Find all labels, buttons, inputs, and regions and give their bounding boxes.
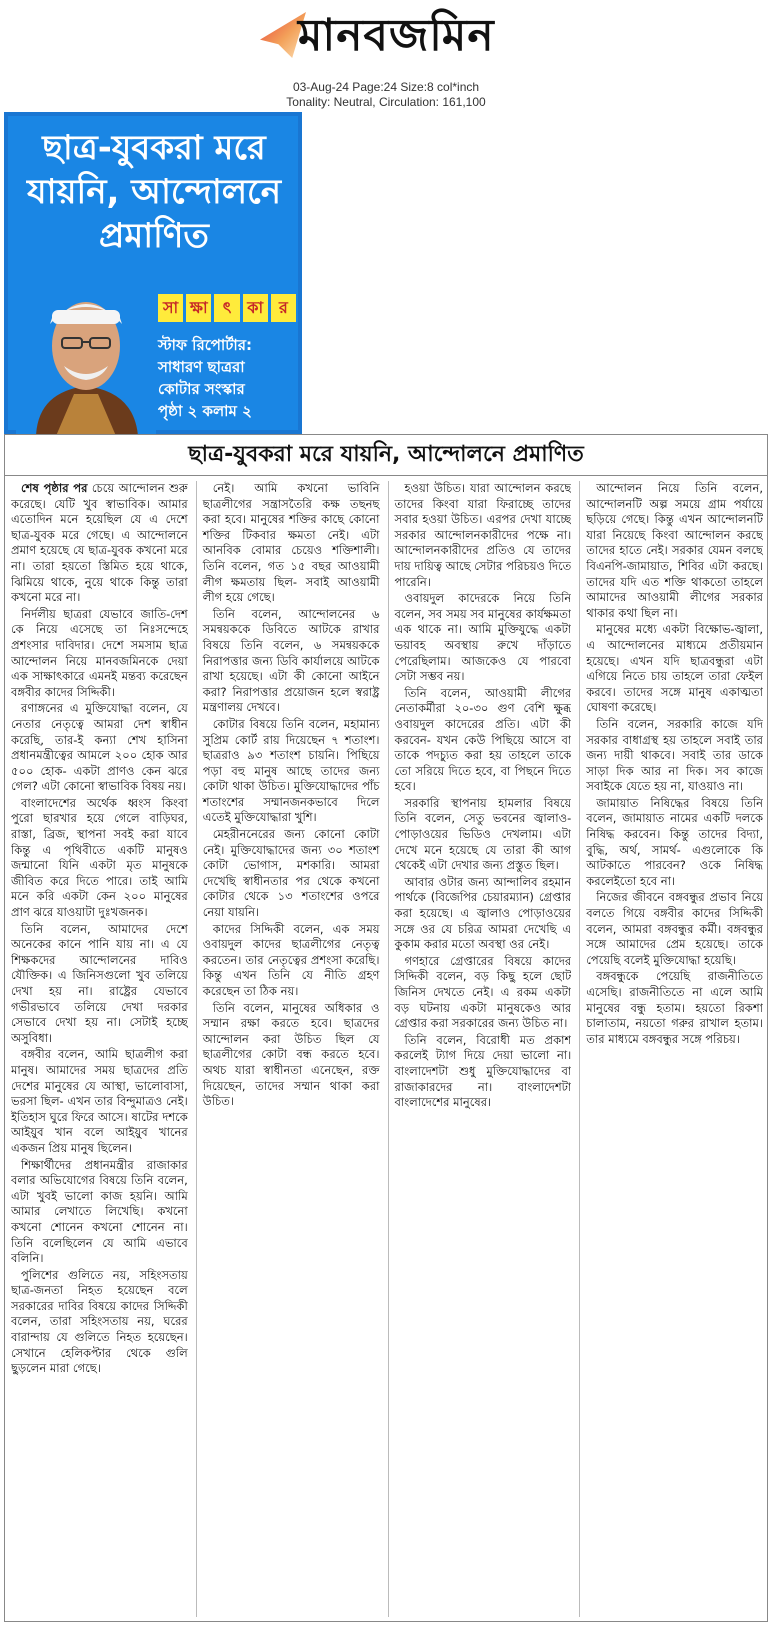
logo-text: মানবজমিন: [298, 10, 495, 61]
teaser-page-ref: পৃষ্ঠা ২ কলাম ২: [158, 402, 252, 420]
newspaper-logo: [260, 8, 510, 70]
article-columns: [11, 481, 763, 1617]
article-paragraph: বঙ্গবীর বলেন, আমি ছাত্রলীগ করা মানুষ। আমাদের সময় ছাত্রদের প্রতি দেশের মানুষের যে আস্থা, ভালোবাসা, ভরসা ছিল- এখন তার বিন্দুমাত্রও নেই। ইতিহাস ঘুরে ফিরে আসে। ষাটের দশকে আইয়ুব খান বলে আইয়ুব খানের একজন প্রিয় মানুষ ছিলেন।: [11, 1047, 188, 1155]
article-paragraph: বঙ্গবন্ধুকে পেয়েছি রাজনীতিতে এসেছি। রাজনীতিতে না এলে আমি মানুষের বন্ধু হতাম। হয়তো রিকশা চালাতাম, নয়তো গরুর রাখাল হতাম। তার মাধ্যমে বঙ্গবন্ধুর সঙ্গে পরিচয়।: [586, 969, 763, 1046]
interview-tag-letter: ক্ষা: [186, 294, 211, 322]
article-paragraph: মেহরীননেরের জন্য কোনো কোটা নেই। মুক্তিযোদ্ধাদের জন্য ৩০ শতাংশ কোটা ভোগাস, মশকারি। আমরা দেখেছি স্বাধীনতার পর থেকে কখনো কোটার থেকে ১৩ শতাংশের ওপরে নেয়া যায়নি।: [202, 827, 380, 920]
masthead: [0, 0, 772, 120]
article-paragraph: গণহারে গ্রেপ্তারের বিষয়ে কাদের সিদ্দিকী বলেন, বড় কিছু হলে ছোট জিনিস দেখতে নেই। এ রকম একটা বড় ঘটনায় একটা মানুষকেও আর গ্রেপ্তার করা সরকারের জন্য উচিত না।: [394, 953, 572, 1031]
article-paragraph: কাদের সিদ্দিকী বলেন, এক সময় ওবায়দুল কাদের ছাত্রলীগের নেতৃত্ব করতেন। তার নেতৃত্বের প্রশংসা করেছি। কিন্তু এখন তিনি যে নীতি গ্রহণ করেছেন তা ঠিক নয়।: [202, 921, 380, 998]
article-column-1: [11, 481, 188, 1617]
article-paragraph: সরকারি স্থাপনায় হামলার বিষয়ে তিনি বলেন, সেতু ভবনের জ্বালাও-পোড়াওয়ের ভিডিও দেখলাম। এটা দেখে মনে হয়েছে যে তারা কী আগ থেকেই এটা দেখার জন্য প্রস্তুত ছিল।: [394, 795, 572, 873]
article-paragraph: শেষ পৃষ্ঠার পর চেয়ে আন্দোলন শুরু করেছে। যেটি খুব স্বাভাবিক। আমার এতোদিন মনে হয়েছিল যে এ দেশে ছাত্র-যুবক মরে গেছে। এ আন্দোলনে প্রমাণ হয়েছে যে ছাত্র-যুবক কখনো মরে না। তারা হয়তো স্তিমিত হয়ে থাকে, ঝিমিয়ে থাকে, নুয়ে থাকে কিন্তু তারা কখনো মরে না।: [11, 481, 188, 605]
interview-tag: [158, 294, 296, 322]
article: [4, 434, 768, 1622]
article-paragraph: মানুষের মধ্যে একটা বিক্ষোভ-জ্বালা, এ আন্দোলনের মাধ্যমে প্রতীয়মান হয়েছে। এখন যদি ছাত্রবন্ধুরা এটা এগিয়ে নিতে চায় তাহলে তারা ফেইল করবে। তাদের সঙ্গে মানুষ একাত্মতা ঘোষণা করেছে।: [586, 622, 763, 715]
clipping-meta-size: 03-Aug-24 Page:24 Size:8 col*inch: [292, 80, 480, 94]
article-column-2: [196, 481, 380, 1617]
article-paragraph: শিক্ষার্থীদের প্রধানমন্ত্রীর রাজাকার বলার অভিযোগের বিষয়ে তিনি বলেন, এটা খুবই ভালো কাজ হয়নি। আমি আমার লেখাতে লিখেছি। কখনো কখনো শোনেন কখনো শোনেন না। তিনি বলেছিলেন যে আমি এভাবে বলিনি।: [11, 1157, 188, 1266]
teaser-panel: [8, 116, 298, 430]
teaser-caption: [158, 334, 298, 422]
article-paragraph: জামায়াত নিষিদ্ধের বিষয়ে তিনি বলেন, জামায়াত নামের একটি দলকে নিষিদ্ধ করবেন। কিন্তু তাদের বিদ্যা, বুদ্ধি, অর্থ, সামর্থ- এগুলোকে কি আটকাতে পারবেন? ওকে নিষিদ্ধ করলেইতো হবে না।: [586, 795, 763, 888]
article-paragraph: নির্দলীয় ছাত্ররা যেভাবে জাতি-দেশ কে নিয়ে এসেছে তা নিঃসন্দেহে প্রশংসার দাবিদার। দেশে সমসাম ছাত্র আন্দোলন নিয়ে মানবজমিনকে দেয়া এক সাক্ষাৎকারে এমনই মন্তব্য করেছেন বঙ্গবীর কাদের সিদ্দিকী।: [11, 606, 188, 699]
article-column-4: [579, 481, 763, 1617]
article-paragraph: আবার ওটার জন্য আন্দালিব রহমান পার্থকে (বিজেপির চেয়ারম্যান) গ্রেপ্তার করা হয়েছে। এ জ্বালাও পোড়াওয়ের সঙ্গে ওর যে চরিত্র আমরা দেখেছি এ কুকাম করার মতো অবস্থা ওর নেই।: [394, 874, 572, 952]
article-paragraph: হওয়া উচিত। যারা আন্দোলন করছে তাদের কিংবা যারা ফিরাচ্ছে তাদের সবার হওয়া উচিত। এরপর দেখা যাচ্ছে সরকার আন্দোলনকারীদের পক্ষে না। আন্দোলনকারীদের প্রতিও যে তাদের দায় দায়িত্ব আছে সেটার পরিচয়ও দিতে পারেনি।: [394, 481, 572, 589]
teaser-headline: ছাত্র-যুবকরা মরে যায়নি, আন্দোলনে প্রমাণিত: [27, 128, 281, 256]
article-paragraph: তিনি বলেন, বিরোধী মত প্রকাশ করলেই ট্যাগ দিয়ে দেয়া ভালো না। বাংলাদেশটা শুধু মুক্তিযোদ্ধাদের বা রাজাকারদের না। বাংলাদেশটা বাংলাদেশের মানুষের।: [394, 1032, 572, 1110]
article-paragraph: তিনি বলেন, আমাদের দেশে অনেকের কানে পানি যায় না। এ যে শিক্ষকদের আন্দোলনের দাবিও যৌক্তিক। এ জিনিসগুলো খুব তলিয়ে দেখা হয় না। রাষ্ট্রের যেভাবে গভীরভাবে তলিয়ে দেখা দরকার সেভাবে দেখা হয় না। সেটাই হচ্ছে অসুবিধা।: [11, 921, 188, 1045]
article-paragraph: আন্দোলন নিয়ে তিনি বলেন, আন্দোলনটি অল্প সময়ে গ্রাম পর্যায়ে ছড়িয়ে গেছে। কিন্তু এখন আন্দোলনটি যারা নিয়েছে কিংবা আন্দোলন করছে তাদের হাতে নেই। সরকার যেমন বলছে বিএনপি-জামায়াত, শিবির এটা করছে। তাদের যদি এত শক্তি থাকতো তাহলে আমাদের আওয়ামী লীগের সরকার থাকার কথা ছিল না।: [586, 481, 763, 620]
interview-tag-letter: কা: [243, 294, 268, 322]
jump-label: শেষ পৃষ্ঠার পর: [21, 481, 88, 495]
teaser-subtitle-2: কোটার সংস্কার: [158, 380, 245, 398]
interview-tag-letter: সা: [158, 294, 183, 322]
article-paragraph: কোটার বিষয়ে তিনি বলেন, মহামান্য সুপ্রিম কোর্ট রায় দিয়েছেন ৭ শতাংশ। ছাত্ররাও ৯৩ শতাংশ চায়নি। পিছিয়ে পড়া বহু মানুষ আছে তাদের জন্য কোটা থাকা উচিত। মুক্তিযোদ্ধাদের পাঁচ শতাংশের সম্মানজনকভাবে দিলে এতেই মুক্তিযোদ্ধারা খুশি।: [202, 716, 380, 825]
teaser-reporter: স্টাফ রিপোর্টার:: [158, 336, 253, 354]
teaser-subtitle-1: সাধারণ ছাত্ররা: [158, 358, 245, 376]
front-page-teaser: [4, 112, 302, 434]
article-paragraph: নিজের জীবনে বঙ্গবন্ধুর প্রভাব নিয়ে বলতে গিয়ে বঙ্গবীর কাদের সিদ্দিকী বলেন, আমরা বঙ্গবন্ধুর কর্মী। বঙ্গবন্ধুর সঙ্গে আমাদের প্রেম হয়েছে। তাকে পেয়েছি বলেই মুক্তিযোদ্ধা হয়েছি।: [586, 890, 763, 967]
article-paragraph: নেই। আমি কখনো ভাবিনি ছাত্রলীগের সন্ত্রাসতৈরি কক্ষ তছনছ করা হবে। মানুষের শক্তির কাছে কোনো শক্তির টিকবার ক্ষমতা নেই। এটা আনবিক বোমার চেয়েও শক্তিশালী। তিনি বলেন, গত ১৫ বছর আওয়ামী লীগ ক্ষমতায় ছিল- সবাই আওয়ামী লীগ হয়ে গেছে।: [202, 481, 380, 605]
article-paragraph: তিনি বলেন, সরকারি কাজে যদি সরকার বাধাগ্রস্থ হয় তাহলে সবাই তার জন্য দায়ী থাকবে। সবাই তার ডাকে সাড়া দিক আর না দিক। সব কাজে সবাইকে যেতে হয় না, যাওয়াও না।: [586, 716, 763, 794]
article-headline: ছাত্র-যুবকরা মরে যায়নি, আন্দোলনে প্রমাণিত: [5, 435, 767, 476]
interviewee-portrait: [16, 282, 156, 434]
article-paragraph: তিনি বলেন, আওয়ামী লীগের নেতাকর্মীরা ২০-৩০ গুণ বেশি ক্ষুব্ধ ওবায়দুল কাদেরের প্রতি। এটা কী করবেন- যখন কেউ পিছিয়ে আসে বা তাকে পদচ্যুত করা হয় তাহলে তাকে তো সরিয়ে দিতে হবে, বা পিছনে দিতে হবে।: [394, 685, 572, 794]
article-paragraph: পুলিশের গুলিতে নয়, সহিংসতায় ছাত্র-জনতা নিহত হয়েছেন বলে সরকারের দাবির বিষয়ে কাদের সিদ্দিকী বলেন, তারা সহিংসতায় নয়, ঘরের বারান্দায় যে গুলিতে নিহত হয়েছেন। সেখানে হেলিকপ্টার থেকে গুলি ছুড়লেন মারা গেছে।: [11, 1267, 188, 1376]
article-paragraph: ওবায়দুল কাদেরকে নিয়ে তিনি বলেন, সব সময় সব মানুষের কার্যক্ষমতা এক থাকে না। আমি মুক্তিযুদ্ধে একটা ভয়াবহ অবস্থায় রুখে দাঁড়াতে পেরেছিলাম। আজকেও যে পারবো সেটা সম্ভব নয়।: [394, 591, 572, 684]
clipping-meta-circulation: Tonality: Neutral, Circulation: 161,100: [286, 95, 486, 109]
article-paragraph: তিনি বলেন, আন্দোলনের ৬ সমন্বয়ককে ডিবিতে আটকে রাখার বিষয়ে তিনি বলেন, ৬ সমন্বয়ককে নিরাপত্তার জন্য ডিবি কার্যালয়ে আটকে রাখা হয়েছে। এটা কী কোনো আইনে করা? নিরাপত্তার প্রয়োজন হলে স্বরাষ্ট্র মন্ত্রণালয় দেখবে।: [202, 606, 380, 715]
article-paragraph: বাংলাদেশের অর্থেক ধ্বংস কিংবা পুরো ছারখার হয়ে গেলে বাড়িঘর, রাস্তা, ব্রিজ, স্থাপনা সবই করা যাবে কিন্তু এ পৃথিবীতে একটি মানুষও জন্মানো যিনি একটা মৃত মানুষকে জীবিত করে দিতে পারে। তাই আমি মনে করি একটা কেন ২০০ মানুষের প্রাণ ঝরে যাওয়াটা দুঃখজনক।: [11, 795, 188, 920]
article-paragraph: রণাঙ্গনের এ মুক্তিযোদ্ধা বলেন, যে নেতার নেতৃত্বে আমরা দেশ স্বাধীন করেছি, তার-ই কন্যা শেখ হাসিনা প্রধানমন্ত্রীত্বের আমলে ২০০ হোক আর ৫০০ হোক- একটা প্রাণও কেন ঝরে গেল? এটা কোনো স্বাভাবিক বিষয় নয়।: [11, 701, 188, 794]
interview-tag-letter: র: [271, 294, 296, 322]
article-column-3: [388, 481, 572, 1617]
interview-tag-letter: ৎ: [214, 294, 239, 322]
article-paragraph: তিনি বলেন, মানুষের অধিকার ও সম্মান রক্ষা করতে হবে। ছাত্রদের আন্দোলন করা উচিত ছিল যে ছাত্রলীগের কোটা বন্ধ করতে হবে। অথচ যারা স্বাধীনতা এনেছেন, রক্ত দিয়েছেন, তাদের সম্মান থাকা করা উচিত।: [202, 1000, 380, 1109]
